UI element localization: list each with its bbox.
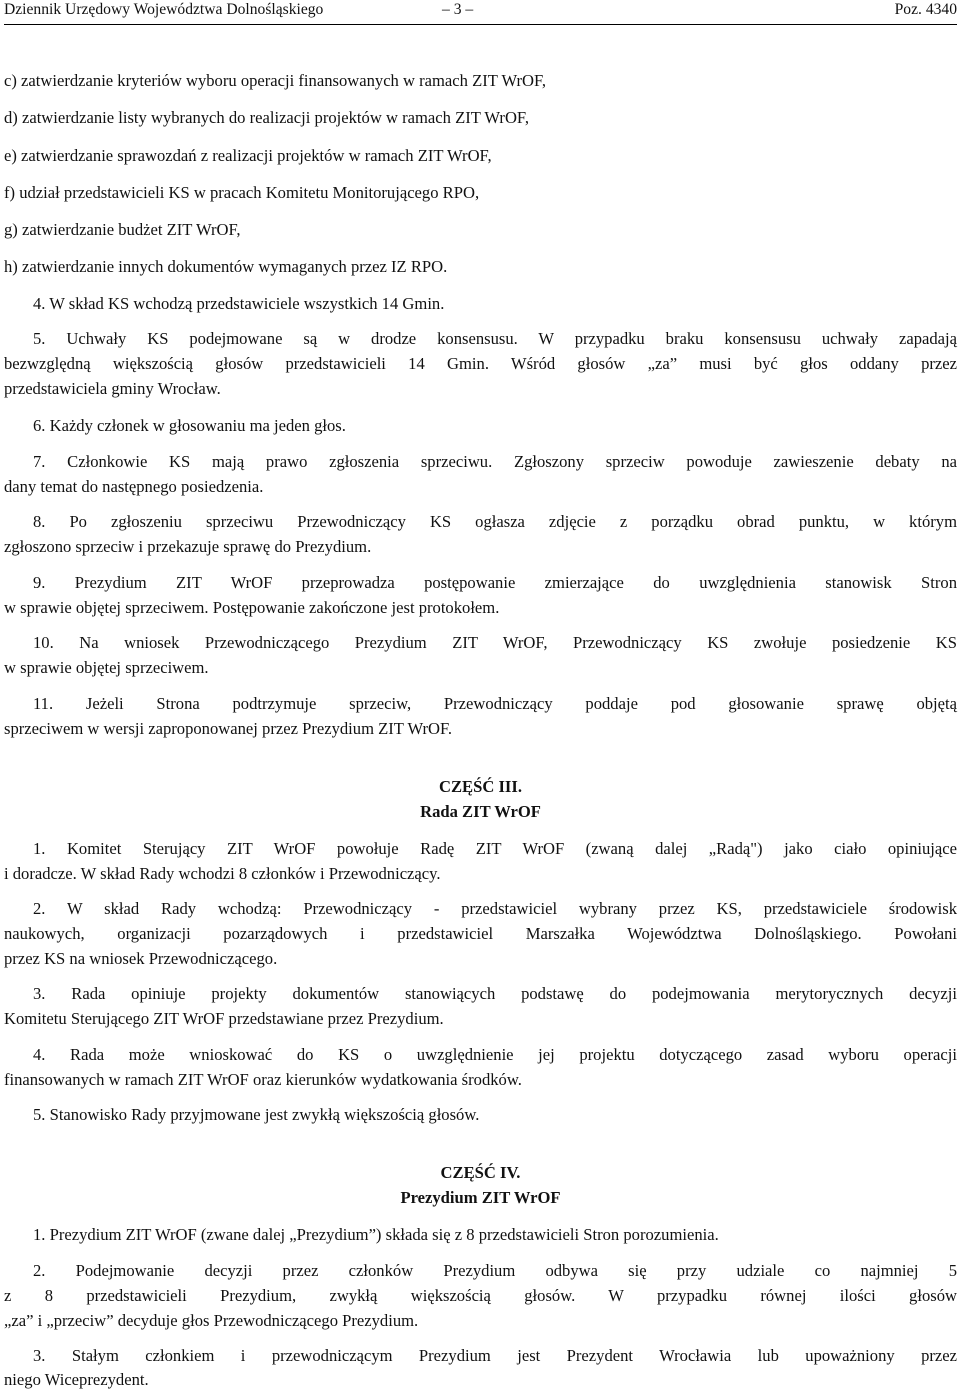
section-heading: CZĘŚĆ III. [438, 777, 522, 796]
list-item: d) zatwierdzanie listy wybranych do realizacji projektów w ramach ZIT WrOF, [4, 108, 529, 127]
paragraph-5-line: 5. Uchwały KS podejmowane są w drodze konsensusu. W przypadku braku konsensusu uchwały zapadają [33, 329, 957, 348]
prezydium-paragraph-1: 1. Prezydium ZIT WrOF (zwane dalej „Prezydium”) składa się z 8 przedstawicieli Stron porozumienia. [33, 1225, 719, 1244]
page-header [4, 0, 957, 25]
rada-paragraph-1-line: 1. Komitet Sterujący ZIT WrOF powołuje Radę ZIT WrOF (zwaną dalej „Radą") jako ciało opiniujące [33, 839, 957, 858]
paragraph-10-line: 10. Na wniosek Przewodniczącego Prezydium ZIT WrOF, Przewodniczący KS zwołuje posiedzenie KS [33, 633, 957, 652]
rada-paragraph-4-line: 4. Rada może wnioskować do KS o uwzględnienie jej projektu dotyczącego zasad wyboru operacji [33, 1045, 957, 1064]
rada-paragraph-2-line: 2. W skład Rady wchodzą: Przewodniczący - przedstawiciel wybrany przez KS, przedstawiciele środowisk [33, 899, 957, 918]
section-heading: CZĘŚĆ IV. [440, 1163, 521, 1182]
paragraph-5-line: bezwzględną większością głosów przedstawicieli 14 Gmin. Wśród głosów „za” musi być głos oddany przez [4, 354, 957, 373]
journal-title: Dziennik Urzędowy Województwa Dolnośląskiego [4, 1, 324, 18]
document-page [4, 0, 957, 1392]
rada-paragraph-2-line: naukowych, organizacji pozarządowych i przedstawiciel Marszałka Województwa Dolnośląskiego. Powołani [4, 924, 957, 943]
rada-paragraph-1-line: i doradcze. W skład Rady wchodzi 8 członków i Przewodniczący. [4, 864, 441, 883]
position-number: Poz. 4340 [894, 1, 957, 18]
rada-paragraph-5: 5. Stanowisko Rady przyjmowane jest zwykłą większością głosów. [33, 1105, 480, 1124]
prezydium-paragraph-3-line: 3. Stałym członkiem i przewodniczącym Prezydium jest Prezydent Wrocławia lub upoważniony przez [33, 1346, 957, 1365]
list-item: h) zatwierdzanie innych dokumentów wymaganych przez IZ RPO. [4, 257, 448, 276]
rada-paragraph-2-line: przez KS na wniosek Przewodniczącego. [4, 949, 278, 968]
paragraph-10-line: w sprawie objętej sprzeciwem. [4, 658, 209, 677]
prezydium-paragraph-2-line: „za” i „przeciw” decyduje głos Przewodniczącego Prezydium. [4, 1311, 419, 1330]
paragraph-7-line: dany temat do następnego posiedzenia. [4, 477, 264, 496]
prezydium-paragraph-3-line: niego Wiceprezydent. [4, 1370, 149, 1389]
list-item: g) zatwierdzanie budżet ZIT WrOF, [4, 220, 241, 239]
paragraph-9-line: w sprawie objętej sprzeciwem. Postępowanie zakończone jest protokołem. [4, 598, 500, 617]
section-subheading: Prezydium ZIT WrOF [400, 1188, 561, 1207]
paragraph-9-line: 9. Prezydium ZIT WrOF przeprowadza postępowanie zmierzające do uwzględnienia stanowisk Stron [33, 573, 957, 592]
prezydium-paragraph-2-line: 2. Podejmowanie decyzji przez członków Prezydium odbywa się przy udziale co najmniej 5 [33, 1261, 957, 1280]
rada-paragraph-4-line: finansowanych w ramach ZIT WrOF oraz kierunków wydatkowania środków. [4, 1070, 522, 1089]
paragraph-7-line: 7. Członkowie KS mają prawo zgłoszenia sprzeciwu. Zgłoszony sprzeciw powoduje zawieszenie debaty na [33, 452, 957, 471]
paragraph-6: 6. Każdy członek w głosowaniu ma jeden głos. [33, 416, 346, 435]
rada-paragraph-3-line: Komitetu Sterującego ZIT WrOF przedstawiane przez Prezydium. [4, 1009, 444, 1028]
paragraph-11-line: 11. Jeżeli Strona podtrzymuje sprzeciw, Przewodniczący poddaje pod głosowanie sprawę objętą [33, 694, 957, 713]
paragraph-8-line: 8. Po zgłoszeniu sprzeciwu Przewodniczący KS ogłasza zdjęcie z porządku obrad punktu, w którym [33, 512, 957, 531]
list-item: e) zatwierdzanie sprawozdań z realizacji projektów w ramach ZIT WrOF, [4, 146, 492, 165]
list-item: c) zatwierdzanie kryteriów wyboru operacji finansowanych w ramach ZIT WrOF, [4, 71, 547, 90]
page-number: – 3 – [442, 1, 474, 18]
prezydium-paragraph-2-line: z 8 przedstawicieli Prezydium, zwykłą większością głosów. W przypadku równej ilości głosów [4, 1286, 957, 1305]
rada-paragraph-3-line: 3. Rada opiniuje projekty dokumentów stanowiących podstawę do podejmowania merytorycznych decyzji [33, 984, 957, 1003]
paragraph-5-line: przedstawiciela gminy Wrocław. [4, 379, 221, 398]
paragraph-8-line: zgłoszono sprzeciw i przekazuje sprawę do Prezydium. [4, 537, 372, 556]
paragraph-4: 4. W skład KS wchodzą przedstawiciele wszystkich 14 Gmin. [33, 294, 445, 313]
list-item: f) udział przedstawicieli KS w pracach Komitetu Monitorującego RPO, [4, 183, 480, 202]
paragraph-11-line: sprzeciwem w wersji zaproponowanej przez Prezydium ZIT WrOF. [4, 719, 453, 738]
section-subheading: Rada ZIT WrOF [420, 802, 541, 821]
